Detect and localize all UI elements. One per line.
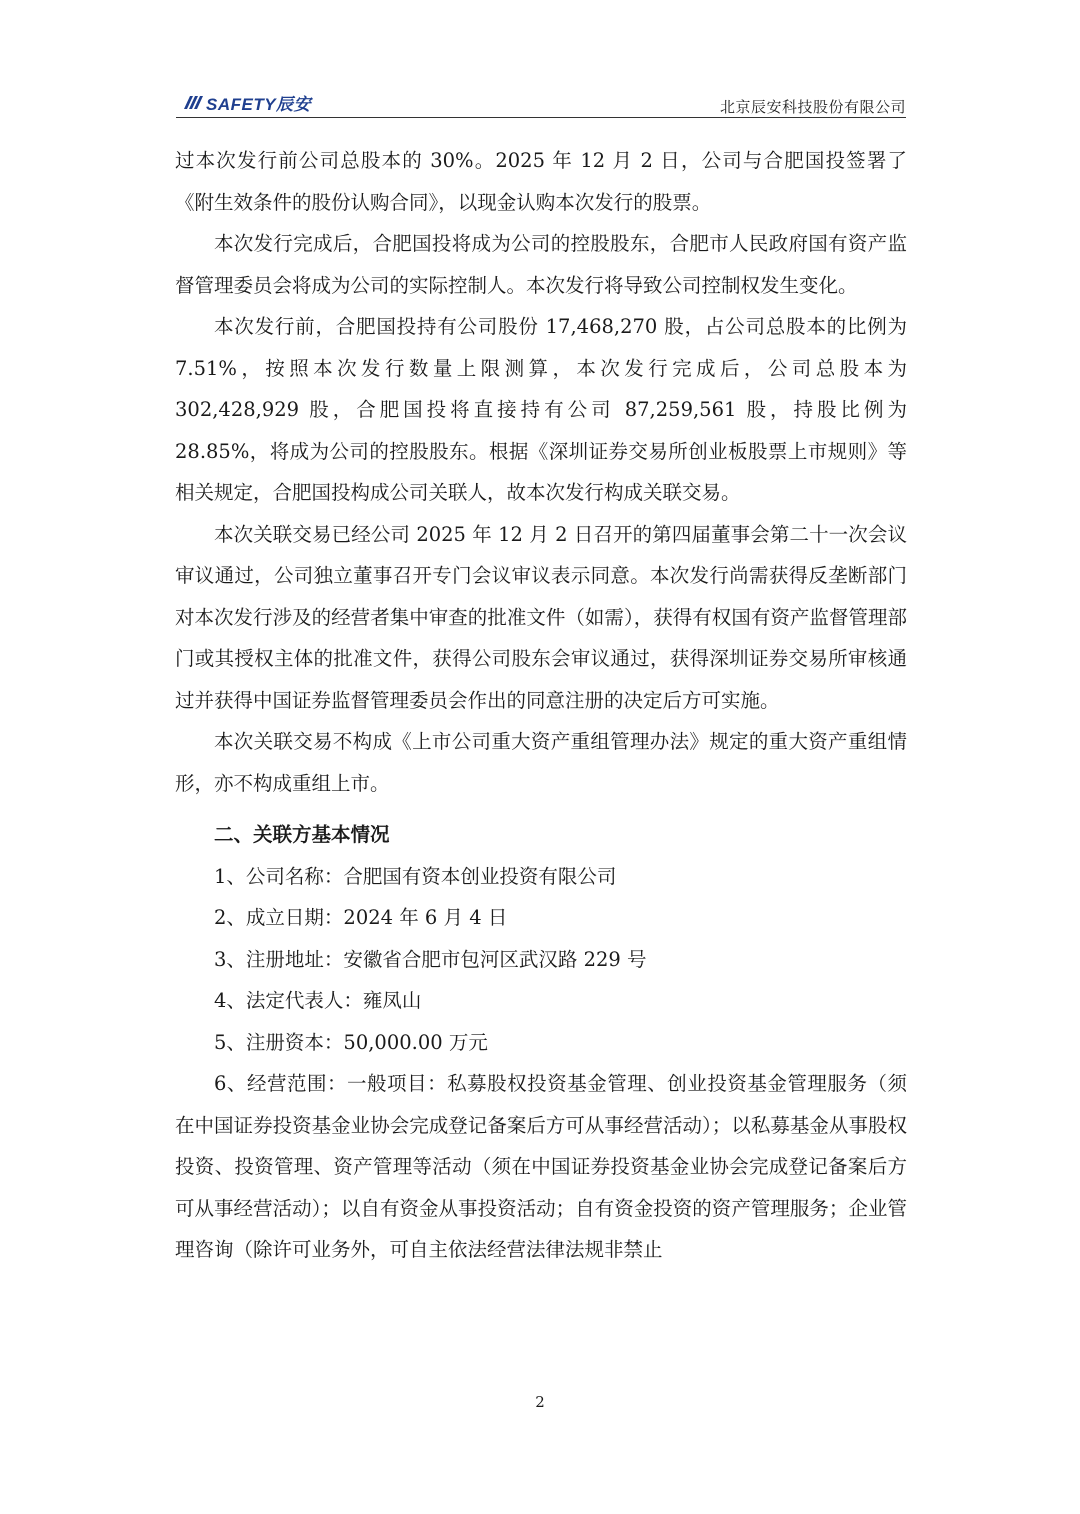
header-divider [176,117,906,118]
info-item-established-date: 2、成立日期：2024 年 6 月 4 日 [214,906,508,929]
info-item-business-scope: 6、经营范围：一般项目：私募股权投资基金管理、创业投资基金管理服务（须在中国证券投资基金业协会完成登记备案后方可从事经营活动）；以私募基金从事股权投资、投资管理、资产管理等活动（须在中国证券投资基金业协会完成登记备案后方可从事经营活动）；以自有资金从事投资活动；自有资金投资的资产管理服务；企业管理咨询（除许可业务外，可自主依法经营法律法规非禁止 [175,1072,907,1261]
info-item-registered-capital: 5、注册资本：50,000.00 万元 [214,1030,488,1054]
info-item-registered-address: 3、注册地址：安徽省合肥市包河区武汉路 229 号 [214,947,647,971]
header-company-name: 北京辰安科技股份有限公司 [719,98,906,116]
page-number: 2 [535,1393,545,1411]
info-item-legal-representative: 4、法定代表人：雍凤山 [214,989,422,1012]
paragraph: 本次发行前，合肥国投持有公司股份 17,468,270 股，占公司总股本的比例为 7.51%，按照本次发行数量上限测算，本次发行完成后，公司总股本为 302,428,929 股，合肥国投将直接持有公司 87,259,561 股，持股比例为 28.85%，将成为公司的控股股东。根据《深圳证券交易所创业板股票上市规则》等相关规定，合肥国投构成公司关联人，故本次发行构成关联交易。 [175,315,907,504]
logo-text: SAFETY辰安 [206,95,312,114]
safety-logo [182,92,332,112]
info-item-company-name: 1、公司名称：合肥国有资本创业投资有限公司 [214,864,617,888]
paragraph-continued: 过本次发行前公司总股本的 30%。2025 年 12 月 2 日，公司与合肥国投签署了《附生效条件的股份认购合同》，以现金认购本次发行的股票。 [175,149,907,214]
section-heading: 二、关联方基本情况 [214,823,390,846]
paragraph: 本次发行完成后，合肥国投将成为公司的控股股东，合肥市人民政府国有资产监督管理委员会将成为公司的实际控制人。本次发行将导致公司控制权发生变化。 [175,232,907,297]
page-header [176,90,906,120]
document-body [175,140,907,1271]
paragraph: 本次关联交易已经公司 2025 年 12 月 2 日召开的第四届董事会第二十一次会议审议通过，公司独立董事召开专门会议审议表示同意。本次发行尚需获得反垄断部门对本次发行涉及的经营者集中审查的批准文件（如需），获得有权国有资产监督管理部门或其授权主体的批准文件，获得公司股东会审议通过，获得深圳证券交易所审核通过并获得中国证券监督管理委员会作出的同意注册的决定后方可实施。 [175,522,907,712]
paragraph: 本次关联交易不构成《上市公司重大资产重组管理办法》规定的重大资产重组情形，亦不构成重组上市。 [175,730,907,795]
